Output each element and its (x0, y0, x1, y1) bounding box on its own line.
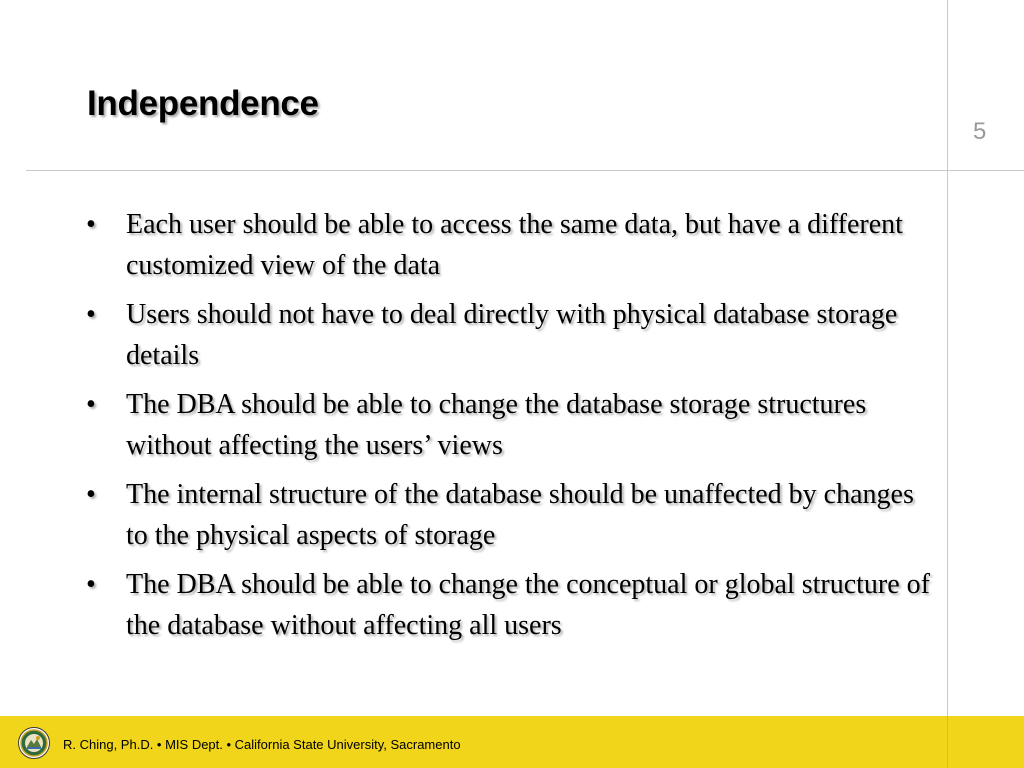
vertical-divider (947, 0, 948, 768)
bullet-text: Users should not have to deal directly with physical database storage details (126, 299, 898, 371)
bullet-text: The DBA should be able to change the database storage structures without affecting the users’ views (126, 389, 867, 461)
bullet-item (86, 384, 936, 466)
slide-title: Independence (87, 84, 319, 123)
university-seal-icon (18, 727, 50, 759)
bullet-item (86, 294, 936, 376)
bullet-text: The internal structure of the database should be unaffected by changes to the physical aspects of storage (126, 479, 914, 551)
footer-divider (947, 716, 948, 768)
bullet-marker: • (86, 299, 96, 330)
bullet-marker: • (86, 209, 96, 240)
page-number: 5 (973, 118, 987, 145)
footer-bar (0, 716, 1024, 768)
bullet-list (86, 204, 936, 654)
bullet-text: The DBA should be able to change the conceptual or global structure of the database without affecting all users (126, 569, 930, 641)
bullet-marker: • (86, 389, 96, 420)
bullet-marker: • (86, 479, 96, 510)
bullet-item (86, 204, 936, 286)
footer-credit: R. Ching, Ph.D. • MIS Dept. • California State University, Sacramento (63, 737, 461, 752)
horizontal-divider (26, 170, 1024, 171)
bullet-item (86, 564, 936, 646)
bullet-text: Each user should be able to access the same data, but have a different customized view of the data (126, 209, 903, 281)
bullet-marker: • (86, 569, 96, 600)
bullet-item (86, 474, 936, 556)
